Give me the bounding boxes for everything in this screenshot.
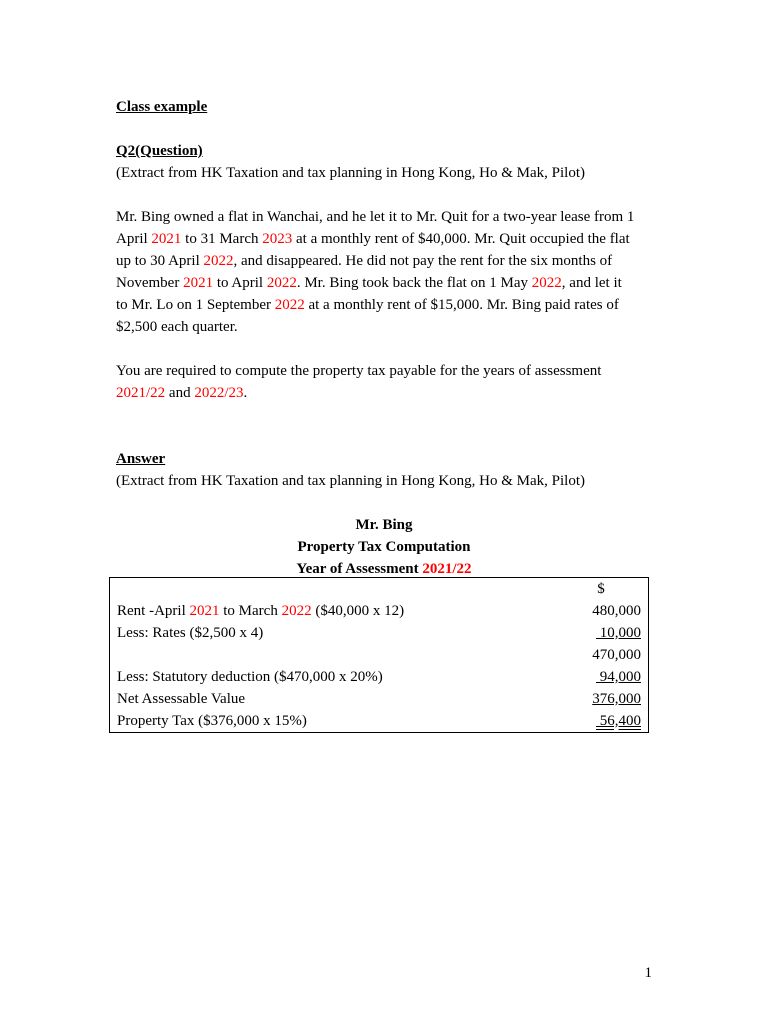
- computation-name: Mr. Bing: [355, 517, 413, 533]
- paragraph-line: [116, 250, 652, 272]
- page-number: 1: [644, 965, 652, 981]
- text-run: Less: Statutory deduction ($470,000 x 20%): [117, 669, 383, 685]
- text-run: Rent -April: [117, 603, 190, 619]
- table-row: [110, 600, 649, 622]
- highlighted-year: 2022: [274, 297, 305, 313]
- table-row: [110, 666, 649, 688]
- row-label: [110, 710, 555, 733]
- assessment-year-prefix: Year of Assessment: [296, 561, 423, 577]
- row-amount: 376,000: [592, 691, 641, 707]
- row-amount: 56,400: [596, 713, 641, 729]
- highlighted-year: 2021: [189, 603, 220, 619]
- row-label: [110, 688, 555, 710]
- tax-computation-table: [109, 577, 649, 733]
- answer-heading: Answer: [116, 451, 166, 467]
- highlighted-year: 2022: [531, 275, 562, 291]
- text-run: April: [116, 231, 152, 247]
- text-run: November: [116, 275, 184, 291]
- row-amount: 480,000: [592, 603, 641, 619]
- requirement-paragraph: [116, 360, 652, 404]
- question-source: (Extract from HK Taxation and tax planning in Hong Kong, Ho & Mak, Pilot): [116, 165, 586, 181]
- text-run: .: [243, 385, 248, 401]
- text-run: ($40,000 x 12): [311, 603, 405, 619]
- row-amount: 94,000: [596, 669, 641, 685]
- paragraph-line: [116, 294, 652, 316]
- row-amount-cell: [554, 600, 649, 622]
- paragraph-line: [116, 316, 652, 338]
- text-run: , and let it: [561, 275, 622, 291]
- currency-header: $: [597, 581, 605, 597]
- row-amount-cell: [554, 666, 649, 688]
- text-run: up to 30 April: [116, 253, 204, 269]
- text-run: Less: Rates ($2,500 x 4): [117, 625, 264, 641]
- highlighted-year: 2021/22: [116, 385, 166, 401]
- paragraph-line: [116, 272, 652, 294]
- text-run: at a monthly rent of $15,000. Mr. Bing paid rates of: [304, 297, 619, 313]
- highlighted-year: 2021: [151, 231, 182, 247]
- row-amount-cell: [554, 622, 649, 644]
- text-run: , and disappeared. He did not pay the rent for the six months of: [233, 253, 613, 269]
- highlighted-year: 2023: [262, 231, 293, 247]
- row-label: [110, 666, 555, 688]
- paragraph-line: [116, 382, 652, 404]
- text-run: to 31 March: [181, 231, 263, 247]
- text-run: Net Assessable Value: [117, 691, 246, 707]
- paragraph-line: [116, 360, 652, 382]
- text-run: You are required to compute the property tax payable for the years of assessment: [116, 363, 602, 379]
- question-heading: Q2(Question): [116, 143, 203, 159]
- table-row: [110, 710, 649, 733]
- highlighted-year: 2022: [203, 253, 234, 269]
- table-row: [110, 622, 649, 644]
- row-amount: 10,000: [596, 625, 641, 641]
- text-run: and: [165, 385, 195, 401]
- table-row: [110, 644, 649, 666]
- highlighted-year: 2021: [183, 275, 214, 291]
- paragraph-line: [116, 228, 652, 250]
- table-header-spacer: [110, 578, 555, 601]
- question-paragraph: [116, 206, 652, 338]
- text-run: to April: [213, 275, 267, 291]
- paragraph-line: [116, 206, 652, 228]
- computation-title: Property Tax Computation: [297, 539, 471, 555]
- row-amount-cell: [554, 688, 649, 710]
- table-header-row: [110, 578, 649, 601]
- row-label: [110, 644, 555, 666]
- class-example-heading: Class example: [116, 99, 208, 115]
- answer-source: (Extract from HK Taxation and tax planning in Hong Kong, Ho & Mak, Pilot): [116, 473, 586, 489]
- assessment-year: 2021/22: [422, 561, 472, 577]
- highlighted-year: 2022: [281, 603, 312, 619]
- highlighted-year: 2022/23: [194, 385, 244, 401]
- text-run: Mr. Bing owned a flat in Wanchai, and he let it to Mr. Quit for a two-year lease from 1: [116, 209, 635, 225]
- document-page: [116, 96, 652, 580]
- row-amount-cell: [554, 710, 649, 733]
- row-amount-cell: [554, 644, 649, 666]
- highlighted-year: 2022: [266, 275, 297, 291]
- text-run: at a monthly rent of $40,000. Mr. Quit occupied the flat: [292, 231, 630, 247]
- text-run: to Mr. Lo on 1 September: [116, 297, 275, 313]
- row-amount: 470,000: [592, 647, 641, 663]
- row-label: [110, 622, 555, 644]
- text-run: $2,500 each quarter.: [116, 319, 238, 335]
- text-run: to March: [219, 603, 282, 619]
- text-run: . Mr. Bing took back the flat on 1 May: [296, 275, 532, 291]
- table-row: [110, 688, 649, 710]
- row-label: [110, 600, 555, 622]
- text-run: Property Tax ($376,000 x 15%): [117, 713, 307, 729]
